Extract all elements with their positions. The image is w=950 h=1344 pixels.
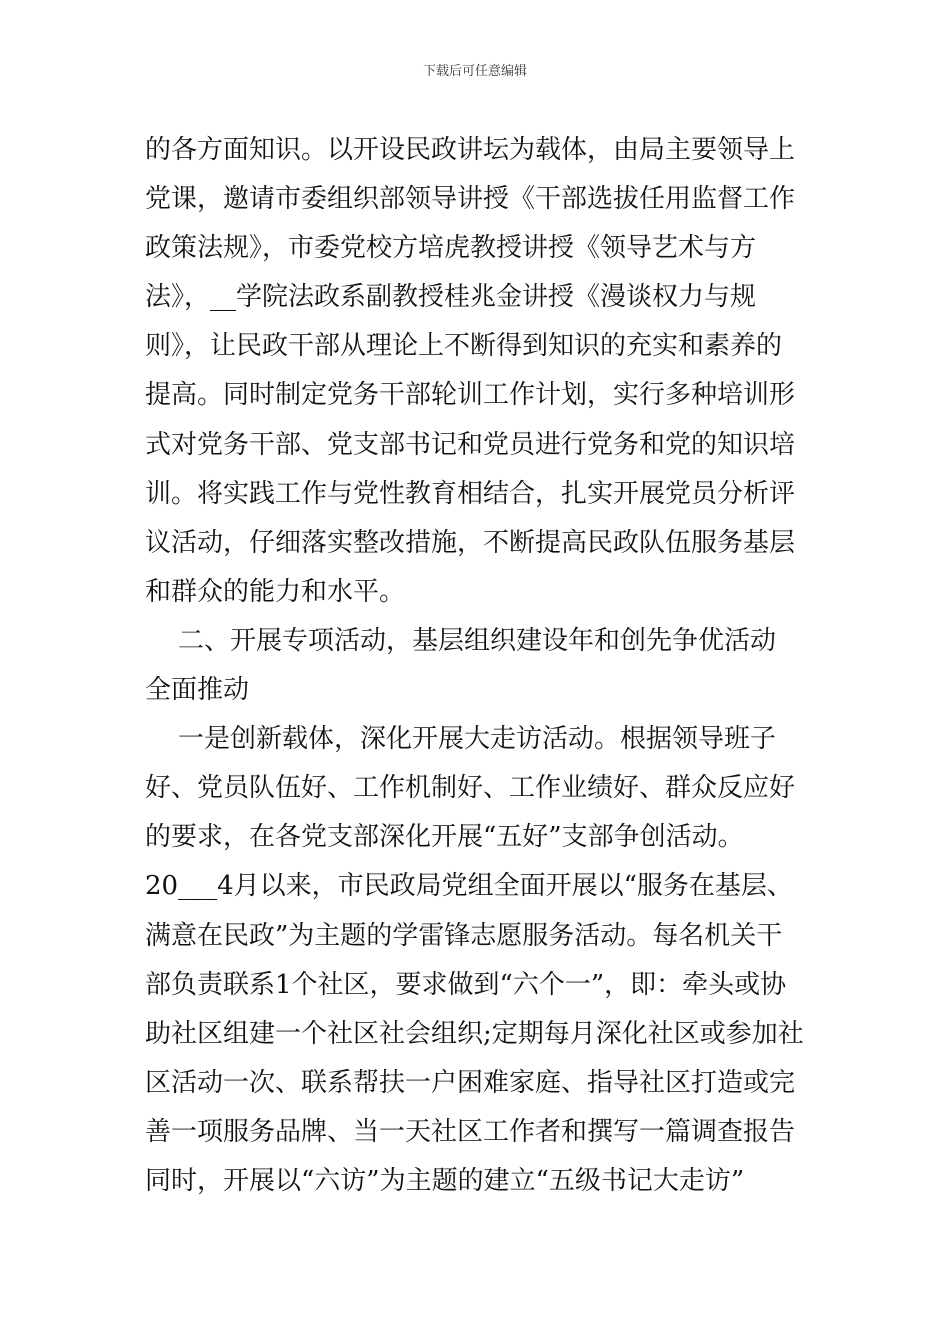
- text-line-7: 式对党务干部、党支部书记和党员进行党务和党的知识培: [145, 429, 796, 460]
- text-line-8: 训。将实践工作与党性教育相结合，扎实开展党员分析评: [145, 478, 796, 509]
- section-heading-line-2: 全面推动: [145, 675, 250, 706]
- document-body: [145, 126, 815, 1206]
- text-line-13: 一是创新载体，深化开展大走访活动。根据领导班子: [145, 724, 777, 755]
- text-line-19: 助社区组建一个社区社会组织;定期每月深化社区或参加社: [145, 1018, 804, 1049]
- text-line-2: 党课，邀请市委组织部领导讲授《干部选拔任用监督工作: [145, 184, 796, 215]
- text-line-16: 20___4月以来，市民政局党组全面开展以“服务在基层、: [145, 871, 793, 902]
- text-line-1: 的各方面知识。以开设民政讲坛为载体，由局主要领导上: [145, 135, 796, 165]
- text-line-9: 议活动，仔细落实整改措施，不断提高民政队伍服务基层: [145, 527, 796, 558]
- text-line-14: 好、党员队伍好、工作机制好、工作业绩好、群众反应好: [145, 773, 796, 804]
- text-line-18: 部负责联系1个社区，要求做到“六个一”，即：牵头或协: [145, 969, 787, 1000]
- text-line-22: 同时，开展以“六访”为主题的建立“五级书记大走访”: [145, 1165, 745, 1196]
- text-line-15: 的要求，在各党支部深化开展“五好”支部争创活动。: [145, 822, 744, 853]
- text-line-20: 区活动一次、联系帮扶一户困难家庭、指导社区打造或完: [145, 1067, 796, 1098]
- text-line-5: 则》，让民政干部从理论上不断得到知识的充实和素养的: [145, 331, 783, 362]
- text-line-4: 法》，__学院法政系副教授桂兆金讲授《漫谈权力与规: [145, 282, 757, 313]
- page-header: 下载后可任意编辑: [422, 64, 527, 79]
- text-line-21: 善一项服务品牌、当一天社区工作者和撰写一篇调查报告: [145, 1116, 796, 1147]
- text-line-3: 政策法规》，市委党校方培虎教授讲授《领导艺术与方: [145, 233, 757, 264]
- section-heading-line-1: 二、开展专项活动，基层组织建设年和创先争优活动: [145, 625, 777, 656]
- text-line-6: 提高。同时制定党务干部轮训工作计划，实行多种培训形: [145, 380, 796, 411]
- text-line-17: 满意在民政”为主题的学雷锋志愿服务活动。每名机关干: [145, 920, 783, 951]
- text-line-10: 和群众的能力和水平。: [145, 576, 406, 607]
